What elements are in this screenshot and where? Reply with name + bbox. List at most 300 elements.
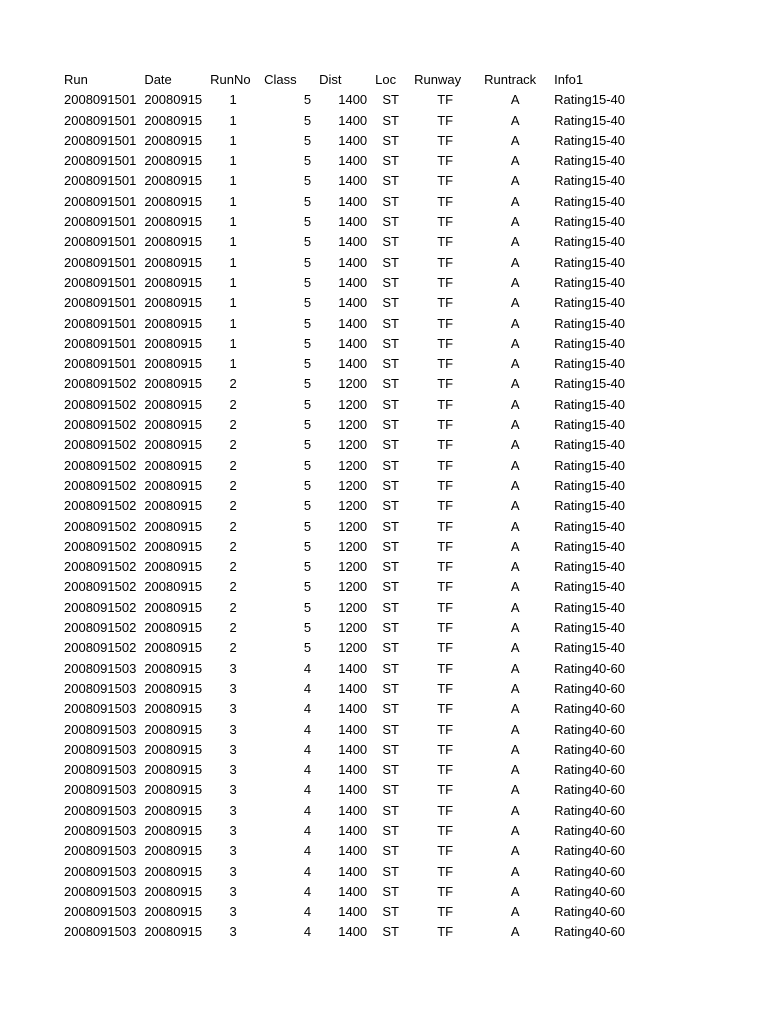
cell-runno: 2 [229, 518, 237, 534]
table-row [60, 720, 640, 740]
cell-class: 5 [303, 173, 312, 189]
cell-runno: 3 [229, 762, 237, 778]
cell-date: 20080915 [144, 822, 203, 838]
cell-runno: 2 [229, 538, 237, 554]
header-dist: Dist [319, 72, 342, 87]
cell-runway: TF [437, 904, 454, 920]
cell-runway: TF [437, 112, 454, 128]
header-runno: RunNo [210, 72, 251, 87]
cell-info1: Rating15-40 [554, 254, 625, 270]
cell-dist: 1400 [338, 193, 368, 209]
cell-date: 20080915 [144, 173, 203, 189]
cell-run: 2008091502 [64, 417, 137, 433]
cell-class: 5 [303, 620, 312, 636]
cell-dist: 1400 [338, 274, 368, 290]
cell-runway: TF [437, 802, 454, 818]
cell-dist: 1200 [338, 579, 368, 595]
cell-runway: TF [437, 295, 454, 311]
cell-runno: 2 [229, 396, 237, 412]
cell-runway: TF [437, 559, 454, 575]
table-row [60, 415, 640, 435]
cell-runtrack: A [510, 741, 520, 757]
cell-runno: 3 [229, 701, 237, 717]
cell-loc: ST [382, 579, 399, 595]
cell-loc: ST [382, 295, 399, 311]
cell-date: 20080915 [144, 457, 203, 473]
cell-runno: 3 [229, 863, 237, 879]
cell-dist: 1400 [338, 924, 368, 940]
cell-date: 20080915 [144, 883, 203, 899]
cell-runway: TF [437, 620, 454, 636]
cell-runno: 3 [229, 883, 237, 899]
cell-date: 20080915 [144, 863, 203, 879]
cell-loc: ST [382, 498, 399, 514]
cell-info1: Rating15-40 [554, 559, 625, 575]
cell-info1: Rating15-40 [554, 599, 625, 615]
cell-date: 20080915 [144, 396, 203, 412]
cell-runway: TF [437, 680, 454, 696]
cell-run: 2008091501 [64, 254, 137, 270]
cell-dist: 1200 [338, 559, 368, 575]
cell-loc: ST [382, 721, 399, 737]
cell-date: 20080915 [144, 518, 203, 534]
cell-dist: 1400 [338, 680, 368, 696]
cell-runway: TF [437, 843, 454, 859]
cell-loc: ST [382, 274, 399, 290]
cell-dist: 1400 [338, 92, 368, 108]
cell-dist: 1200 [338, 620, 368, 636]
cell-runway: TF [437, 356, 454, 372]
cell-runtrack: A [510, 721, 520, 737]
cell-runway: TF [437, 193, 454, 209]
table-row [60, 395, 640, 415]
table-row [60, 253, 640, 273]
cell-runway: TF [437, 660, 454, 676]
cell-class: 5 [303, 498, 312, 514]
cell-runno: 1 [229, 92, 237, 108]
cell-class: 5 [303, 356, 312, 372]
cell-runno: 2 [229, 599, 237, 615]
cell-loc: ST [382, 193, 399, 209]
header-class: Class [264, 72, 297, 87]
cell-runno: 2 [229, 376, 237, 392]
cell-class: 5 [303, 234, 312, 250]
cell-date: 20080915 [144, 741, 203, 757]
cell-runtrack: A [510, 254, 520, 270]
cell-runno: 1 [229, 153, 237, 169]
cell-dist: 1200 [338, 376, 368, 392]
cell-run: 2008091502 [64, 640, 137, 656]
cell-class: 5 [303, 538, 312, 554]
cell-class: 5 [303, 274, 312, 290]
cell-runno: 2 [229, 620, 237, 636]
cell-info1: Rating15-40 [554, 132, 625, 148]
cell-loc: ST [382, 863, 399, 879]
cell-runway: TF [437, 92, 454, 108]
cell-class: 4 [303, 701, 312, 717]
cell-class: 5 [303, 315, 312, 331]
header-run: Run [64, 72, 88, 87]
cell-runway: TF [437, 153, 454, 169]
cell-date: 20080915 [144, 315, 203, 331]
cell-runno: 3 [229, 802, 237, 818]
cell-runtrack: A [510, 904, 520, 920]
cell-date: 20080915 [144, 132, 203, 148]
cell-dist: 1200 [338, 477, 368, 493]
cell-runtrack: A [510, 843, 520, 859]
cell-info1: Rating15-40 [554, 335, 625, 351]
cell-runno: 2 [229, 498, 237, 514]
cell-runtrack: A [510, 477, 520, 493]
cell-runtrack: A [510, 132, 520, 148]
cell-dist: 1200 [338, 417, 368, 433]
cell-loc: ST [382, 518, 399, 534]
cell-run: 2008091502 [64, 518, 137, 534]
cell-runtrack: A [510, 376, 520, 392]
cell-runno: 2 [229, 477, 237, 493]
cell-dist: 1400 [338, 762, 368, 778]
cell-info1: Rating15-40 [554, 640, 625, 656]
cell-loc: ST [382, 802, 399, 818]
cell-runtrack: A [510, 924, 520, 940]
cell-class: 4 [303, 802, 312, 818]
cell-runway: TF [437, 335, 454, 351]
cell-run: 2008091502 [64, 620, 137, 636]
cell-date: 20080915 [144, 498, 203, 514]
table-row [60, 517, 640, 537]
cell-runno: 1 [229, 295, 237, 311]
cell-date: 20080915 [144, 843, 203, 859]
cell-dist: 1400 [338, 153, 368, 169]
cell-runway: TF [437, 640, 454, 656]
cell-dist: 1200 [338, 437, 368, 453]
cell-loc: ST [382, 92, 399, 108]
cell-dist: 1200 [338, 498, 368, 514]
cell-date: 20080915 [144, 579, 203, 595]
cell-loc: ST [382, 660, 399, 676]
cell-runtrack: A [510, 498, 520, 514]
cell-runway: TF [437, 274, 454, 290]
cell-info1: Rating40-60 [554, 843, 625, 859]
cell-loc: ST [382, 599, 399, 615]
cell-run: 2008091501 [64, 214, 137, 230]
cell-runway: TF [437, 417, 454, 433]
cell-loc: ST [382, 822, 399, 838]
header-loc: Loc [375, 72, 397, 87]
cell-class: 5 [303, 599, 312, 615]
table-row [60, 354, 640, 374]
cell-runway: TF [437, 924, 454, 940]
cell-class: 5 [303, 437, 312, 453]
cell-run: 2008091503 [64, 843, 137, 859]
cell-run: 2008091502 [64, 396, 137, 412]
cell-date: 20080915 [144, 599, 203, 615]
cell-runway: TF [437, 721, 454, 737]
cell-dist: 1400 [338, 112, 368, 128]
cell-run: 2008091501 [64, 315, 137, 331]
cell-date: 20080915 [144, 295, 203, 311]
cell-date: 20080915 [144, 193, 203, 209]
table-body [60, 90, 640, 942]
table-row [60, 232, 640, 252]
cell-class: 4 [303, 904, 312, 920]
cell-loc: ST [382, 112, 399, 128]
cell-runno: 2 [229, 437, 237, 453]
cell-runno: 3 [229, 843, 237, 859]
cell-date: 20080915 [144, 274, 203, 290]
cell-dist: 1400 [338, 132, 368, 148]
cell-loc: ST [382, 437, 399, 453]
cell-runway: TF [437, 762, 454, 778]
cell-class: 5 [303, 335, 312, 351]
cell-run: 2008091502 [64, 579, 137, 595]
cell-runno: 1 [229, 214, 237, 230]
cell-runway: TF [437, 518, 454, 534]
cell-loc: ST [382, 701, 399, 717]
cell-runtrack: A [510, 335, 520, 351]
table-row [60, 273, 640, 293]
cell-dist: 1400 [338, 315, 368, 331]
cell-info1: Rating40-60 [554, 680, 625, 696]
cell-runway: TF [437, 132, 454, 148]
cell-date: 20080915 [144, 640, 203, 656]
cell-date: 20080915 [144, 538, 203, 554]
table-row [60, 679, 640, 699]
cell-class: 5 [303, 112, 312, 128]
header-info1: Info1 [554, 72, 584, 87]
cell-info1: Rating40-60 [554, 822, 625, 838]
cell-runno: 2 [229, 559, 237, 575]
cell-class: 5 [303, 417, 312, 433]
cell-loc: ST [382, 214, 399, 230]
cell-run: 2008091503 [64, 660, 137, 676]
cell-date: 20080915 [144, 112, 203, 128]
cell-runno: 3 [229, 904, 237, 920]
cell-date: 20080915 [144, 477, 203, 493]
cell-info1: Rating40-60 [554, 904, 625, 920]
cell-class: 4 [303, 924, 312, 940]
cell-runno: 3 [229, 822, 237, 838]
table-header [60, 70, 640, 90]
table-row [60, 780, 640, 800]
cell-runtrack: A [510, 538, 520, 554]
table-row [60, 131, 640, 151]
cell-runway: TF [437, 234, 454, 250]
cell-runno: 1 [229, 315, 237, 331]
cell-loc: ST [382, 254, 399, 270]
cell-run: 2008091501 [64, 295, 137, 311]
cell-runno: 3 [229, 924, 237, 940]
cell-run: 2008091503 [64, 822, 137, 838]
cell-class: 4 [303, 741, 312, 757]
cell-runway: TF [437, 579, 454, 595]
cell-runtrack: A [510, 680, 520, 696]
cell-date: 20080915 [144, 234, 203, 250]
cell-run: 2008091503 [64, 802, 137, 818]
cell-date: 20080915 [144, 335, 203, 351]
cell-runtrack: A [510, 802, 520, 818]
cell-class: 5 [303, 214, 312, 230]
cell-run: 2008091502 [64, 477, 137, 493]
table-row [60, 537, 640, 557]
cell-class: 5 [303, 254, 312, 270]
cell-run: 2008091503 [64, 782, 137, 798]
cell-dist: 1400 [338, 701, 368, 717]
cell-runtrack: A [510, 193, 520, 209]
cell-run: 2008091501 [64, 356, 137, 372]
cell-info1: Rating40-60 [554, 741, 625, 757]
cell-dist: 1400 [338, 234, 368, 250]
cell-runtrack: A [510, 417, 520, 433]
cell-dist: 1200 [338, 457, 368, 473]
cell-runtrack: A [510, 782, 520, 798]
cell-info1: Rating15-40 [554, 538, 625, 554]
cell-runtrack: A [510, 863, 520, 879]
cell-runno: 1 [229, 335, 237, 351]
cell-class: 5 [303, 153, 312, 169]
cell-runno: 3 [229, 721, 237, 737]
cell-date: 20080915 [144, 680, 203, 696]
cell-runtrack: A [510, 356, 520, 372]
cell-date: 20080915 [144, 782, 203, 798]
cell-loc: ST [382, 315, 399, 331]
table-row [60, 760, 640, 780]
cell-date: 20080915 [144, 437, 203, 453]
cell-info1: Rating15-40 [554, 396, 625, 412]
cell-runtrack: A [510, 92, 520, 108]
cell-dist: 1200 [338, 518, 368, 534]
cell-run: 2008091502 [64, 559, 137, 575]
table-row [60, 212, 640, 232]
cell-loc: ST [382, 762, 399, 778]
cell-dist: 1200 [338, 640, 368, 656]
cell-class: 5 [303, 193, 312, 209]
table-row [60, 862, 640, 882]
cell-run: 2008091502 [64, 498, 137, 514]
cell-runtrack: A [510, 214, 520, 230]
cell-runtrack: A [510, 295, 520, 311]
cell-runtrack: A [510, 640, 520, 656]
cell-run: 2008091503 [64, 883, 137, 899]
cell-loc: ST [382, 396, 399, 412]
table-row [60, 557, 640, 577]
cell-dist: 1200 [338, 538, 368, 554]
cell-date: 20080915 [144, 356, 203, 372]
cell-runway: TF [437, 477, 454, 493]
cell-runway: TF [437, 538, 454, 554]
cell-loc: ST [382, 173, 399, 189]
table-row [60, 192, 640, 212]
table-row [60, 334, 640, 354]
cell-dist: 1400 [338, 173, 368, 189]
cell-runno: 1 [229, 254, 237, 270]
table-row [60, 496, 640, 516]
cell-runtrack: A [510, 822, 520, 838]
cell-runno: 2 [229, 579, 237, 595]
cell-runno: 1 [229, 132, 237, 148]
cell-date: 20080915 [144, 254, 203, 270]
cell-run: 2008091503 [64, 863, 137, 879]
cell-dist: 1400 [338, 741, 368, 757]
cell-loc: ST [382, 680, 399, 696]
cell-info1: Rating15-40 [554, 193, 625, 209]
cell-runno: 3 [229, 660, 237, 676]
cell-loc: ST [382, 457, 399, 473]
cell-class: 4 [303, 721, 312, 737]
cell-info1: Rating15-40 [554, 376, 625, 392]
cell-date: 20080915 [144, 92, 203, 108]
table-row [60, 902, 640, 922]
cell-dist: 1400 [338, 863, 368, 879]
cell-info1: Rating15-40 [554, 498, 625, 514]
cell-runway: TF [437, 396, 454, 412]
cell-runway: TF [437, 883, 454, 899]
cell-info1: Rating40-60 [554, 802, 625, 818]
cell-class: 5 [303, 295, 312, 311]
cell-runtrack: A [510, 559, 520, 575]
cell-run: 2008091502 [64, 538, 137, 554]
table-row [60, 456, 640, 476]
cell-runtrack: A [510, 518, 520, 534]
cell-date: 20080915 [144, 559, 203, 575]
cell-runtrack: A [510, 437, 520, 453]
cell-date: 20080915 [144, 620, 203, 636]
cell-date: 20080915 [144, 376, 203, 392]
cell-runway: TF [437, 315, 454, 331]
table-row [60, 171, 640, 191]
cell-info1: Rating40-60 [554, 660, 625, 676]
cell-dist: 1400 [338, 883, 368, 899]
cell-run: 2008091501 [64, 274, 137, 290]
cell-runtrack: A [510, 112, 520, 128]
table-row [60, 476, 640, 496]
cell-date: 20080915 [144, 214, 203, 230]
cell-info1: Rating40-60 [554, 863, 625, 879]
cell-runway: TF [437, 863, 454, 879]
cell-runtrack: A [510, 457, 520, 473]
cell-info1: Rating15-40 [554, 274, 625, 290]
table-row [60, 90, 640, 110]
table-row [60, 922, 640, 942]
cell-runno: 2 [229, 417, 237, 433]
cell-dist: 1200 [338, 396, 368, 412]
cell-runno: 1 [229, 173, 237, 189]
cell-runway: TF [437, 498, 454, 514]
cell-runno: 2 [229, 640, 237, 656]
cell-runtrack: A [510, 599, 520, 615]
cell-loc: ST [382, 153, 399, 169]
cell-loc: ST [382, 904, 399, 920]
cell-loc: ST [382, 924, 399, 940]
cell-run: 2008091501 [64, 234, 137, 250]
cell-info1: Rating15-40 [554, 457, 625, 473]
cell-dist: 1400 [338, 254, 368, 270]
cell-date: 20080915 [144, 924, 203, 940]
cell-run: 2008091501 [64, 153, 137, 169]
cell-info1: Rating15-40 [554, 356, 625, 372]
cell-info1: Rating15-40 [554, 92, 625, 108]
table-row [60, 598, 640, 618]
cell-info1: Rating15-40 [554, 112, 625, 128]
cell-loc: ST [382, 356, 399, 372]
cell-class: 4 [303, 863, 312, 879]
cell-date: 20080915 [144, 417, 203, 433]
cell-date: 20080915 [144, 153, 203, 169]
cell-dist: 1400 [338, 335, 368, 351]
table-row [60, 314, 640, 334]
cell-runtrack: A [510, 396, 520, 412]
cell-loc: ST [382, 335, 399, 351]
